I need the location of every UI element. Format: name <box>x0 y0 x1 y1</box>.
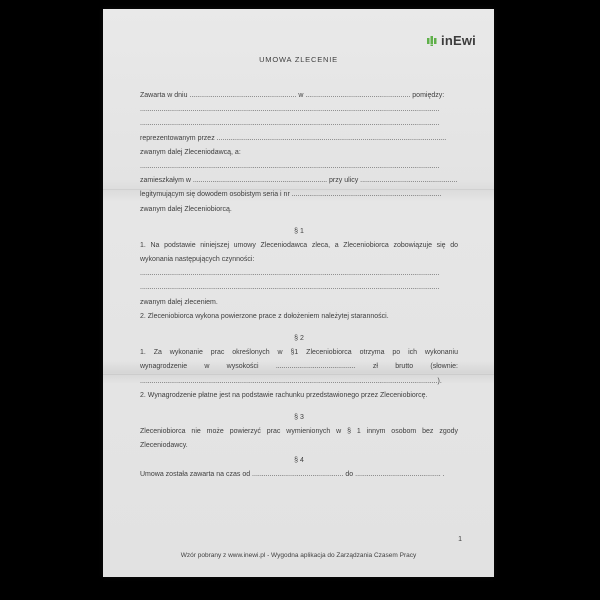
section-2-text: 1. Za wykonanie prac określonych w §1 Zleceniobiorca otrzyma po ich wykonaniu <box>140 349 458 357</box>
logo-text: inEwi <box>441 33 476 48</box>
parties-line: Zawarta w dniu ....................................................... w ...................................................... pomiędzy: <box>140 92 445 99</box>
section-4-text: Umowa została zawarta na czas od ............................................... do ............................................ . <box>140 470 445 478</box>
section-4-heading: § 4 <box>294 456 304 464</box>
document-title: UMOWA ZLECENIE <box>259 55 338 64</box>
page-footer: Wzór pobrany z www.inewi.pl - Wygodna aplikacja do Zarządzania Czasem Pracy <box>180 552 417 559</box>
document-page <box>103 9 494 577</box>
document-body <box>140 89 458 482</box>
inewi-logo-icon <box>427 35 438 46</box>
section-2-heading: § 2 <box>294 335 304 342</box>
section-2-text: .........................................................................................................................................................). <box>140 377 442 385</box>
residence-line: zamieszkałym w ..................................................................... przy ulicy .................................................. <box>140 177 458 185</box>
section-2-text: 2. Wynagrodzenie płatne jest na podstawie rachunku przedstawionego przez Zleceniobiorcę. <box>140 391 428 399</box>
dotted-line: .......................................................................................................................................................... <box>140 284 440 292</box>
contractor-label-line: zwanym dalej Zleceniobiorcą. <box>140 205 232 213</box>
client-label-line: zwanym dalej Zleceniodawcą, a: <box>140 148 241 156</box>
id-card-line: legitymującym się dowodem osobistym seria i nr ............................................................................. <box>140 191 442 199</box>
section-1-text: zwanym dalej zleceniem. <box>140 298 218 306</box>
section-1-text: 1. Na podstawie niniejszej umowy Zleceniodawca zleca, a Zleceniobiorca zobowiązuje się do <box>140 241 458 249</box>
section-3-text: Zleceniobiorca nie może powierzyć prac wymienionych w § 1 innym osobom bez zgody <box>140 428 458 436</box>
section-1-text: 2. Zleceniobiorca wykona powierzone prace z dołożeniem należytej staranności. <box>140 312 389 320</box>
dotted-line: .......................................................................................................................................................... <box>140 270 440 278</box>
section-3-text: Zleceniodawcy. <box>140 442 188 450</box>
dotted-line: .......................................................................................................................................................... <box>140 162 440 170</box>
section-2-text: wynagrodzenie w wysokości ......................................... zł brutto (słownie: <box>140 363 458 371</box>
represented-by-line: reprezentowanym przez ...................................................................................................................... <box>140 134 447 142</box>
dotted-line: .......................................................................................................................................................... <box>140 120 440 128</box>
dotted-line: .......................................................................................................................................................... <box>140 106 440 114</box>
section-1-text: wykonania następujących czynności: <box>140 256 255 264</box>
section-3-heading: § 3 <box>294 413 304 421</box>
inewi-logo <box>427 33 476 48</box>
page-number: 1 <box>458 536 462 543</box>
section-1-heading: § 1 <box>294 227 304 235</box>
